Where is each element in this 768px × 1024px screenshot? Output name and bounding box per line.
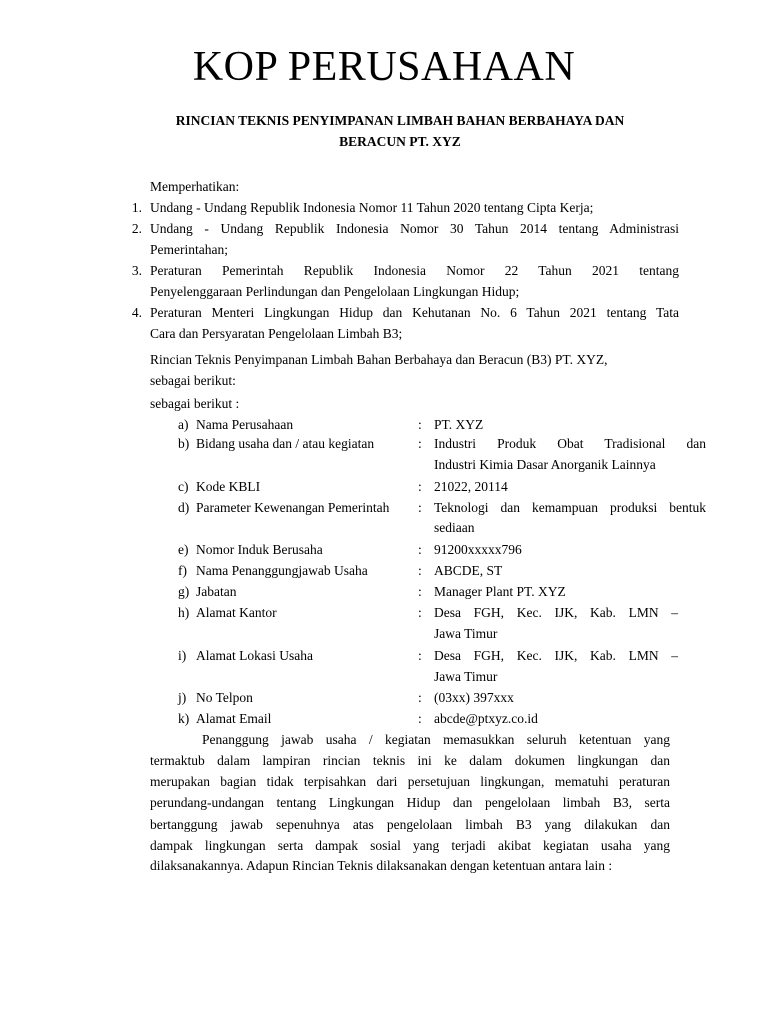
field-value: Manager Plant PT. XYZ — [434, 584, 566, 599]
regulation-number: 4. — [131, 305, 142, 320]
field-label: b) — [178, 436, 190, 451]
regulation-line: Cara dan Persyaratan Pengelolaan Limbah B3; — [150, 326, 403, 341]
field-label: f) — [178, 563, 187, 578]
field-value: PT. XYZ — [434, 417, 484, 432]
field-value: Desa FGH, Kec. IJK, Kab. LMN – — [434, 605, 678, 620]
closing-paragraph-line: dampak lingkungan serta dampak sosial yang terjadi akibat kegiatan usaha yang — [150, 838, 670, 853]
field-key: Nama Penanggungjawab Usaha — [196, 563, 368, 578]
field-colon: : — [418, 648, 422, 663]
field-colon: : — [418, 500, 422, 515]
regulation-number: 1. — [131, 200, 142, 215]
field-label: e) — [178, 542, 189, 557]
closing-paragraph-line: perundang-undangan tentang Lingkungan Hidup dan pengelolaan limbah B3, serta — [150, 795, 670, 810]
regulation-line: Pemerintahan; — [150, 242, 228, 257]
regulation-line: Peraturan Pemerintah Republik Indonesia Nomor 22 Tahun 2021 tentang — [150, 263, 679, 278]
field-value: Desa FGH, Kec. IJK, Kab. LMN – — [434, 648, 678, 663]
field-key: No Telpon — [196, 690, 253, 705]
field-colon: : — [418, 711, 422, 726]
regulation-number: 2. — [131, 221, 142, 236]
field-value: ABCDE, ST — [434, 563, 503, 578]
regulation-line: Undang - Undang Republik Indonesia Nomor 30 Tahun 2014 tentang Administrasi — [150, 221, 679, 236]
field-colon: : — [418, 584, 422, 599]
regulation-line: Peraturan Menteri Lingkungan Hidup dan Kehutanan No. 6 Tahun 2021 tentang Tata — [150, 305, 679, 320]
field-value: abcde@ptxyz.co.id — [434, 711, 538, 726]
field-label: a) — [178, 417, 189, 432]
field-colon: : — [418, 605, 422, 620]
field-colon: : — [418, 563, 422, 578]
document-title — [100, 110, 700, 152]
closing-paragraph-line: termaktub dalam lampiran rincian teknis ini ke dalam dokumen lingkungan dan — [150, 753, 670, 768]
closing-paragraph-line: bertanggung jawab sepenuhnya atas pengelolaan limbah B3 yang dilakukan dan — [150, 817, 670, 832]
field-key: Nomor Induk Berusaha — [196, 542, 323, 557]
regulation-number: 3. — [131, 263, 142, 278]
field-colon: : — [418, 542, 422, 557]
field-colon: : — [418, 479, 422, 494]
closing-paragraph-line: dilaksanakannya. Adapun Rincian Teknis dilaksanakan dengan ketentuan antara lain : — [150, 858, 613, 873]
rincian-line-1: Rincian Teknis Penyimpanan Limbah Bahan Berbahaya dan Beracun (B3) PT. XYZ, — [150, 352, 608, 367]
field-label: h) — [178, 605, 190, 620]
document-title-line-2: BERACUN PT. XYZ — [339, 134, 461, 149]
closing-paragraph-line: Penanggung jawab usaha / kegiatan memasukkan seluruh ketentuan yang — [202, 732, 670, 747]
letterhead-title: KOP PERUSAHAAN — [192, 44, 576, 90]
field-value: Teknologi dan kemampuan produksi bentuk — [434, 500, 706, 515]
field-value: 91200xxxxx796 — [434, 542, 522, 557]
sebagai-label: sebagai berikut : — [150, 396, 240, 411]
regulation-line: Penyelenggaraan Perlindungan dan Pengelolaan Lingkungan Hidup; — [150, 284, 520, 299]
field-key: Kode KBLI — [196, 479, 261, 494]
document-title-line-1: RINCIAN TEKNIS PENYIMPANAN LIMBAH BAHAN BERBAHAYA DAN — [175, 113, 625, 128]
intro-label: Memperhatikan: — [150, 179, 240, 194]
field-colon: : — [418, 690, 422, 705]
field-key: Alamat Kantor — [196, 605, 277, 620]
field-value: Jawa Timur — [434, 626, 498, 641]
field-colon: : — [418, 417, 422, 432]
field-key: Bidang usaha dan / atau kegiatan — [196, 436, 375, 451]
field-key: Alamat Email — [196, 711, 272, 726]
field-value: 21022, 20114 — [434, 479, 508, 494]
field-value: Jawa Timur — [434, 669, 498, 684]
field-value: (03xx) 397xxx — [434, 690, 514, 705]
rincian-line-2: sebagai berikut: — [150, 373, 236, 388]
regulation-line: Undang - Undang Republik Indonesia Nomor 11 Tahun 2020 tentang Cipta Kerja; — [150, 200, 594, 215]
field-key: Nama Perusahaan — [196, 417, 294, 432]
field-key: Parameter Kewenangan Pemerintah — [196, 500, 390, 515]
field-label: c) — [178, 479, 189, 494]
closing-paragraph-line: merupakan bagian tidak terpisahkan dari persetujuan lingkungan, mematuhi peraturan — [150, 774, 670, 789]
field-label: i) — [178, 648, 187, 663]
field-value: sediaan — [434, 520, 475, 535]
field-label: j) — [178, 690, 187, 705]
field-key: Jabatan — [196, 584, 237, 599]
field-colon: : — [418, 436, 422, 451]
field-value: Industri Produk Obat Tradisional dan — [434, 436, 706, 451]
field-label: g) — [178, 584, 190, 599]
field-value: Industri Kimia Dasar Anorganik Lainnya — [434, 457, 656, 472]
field-key: Alamat Lokasi Usaha — [196, 648, 313, 663]
field-label: k) — [178, 711, 190, 726]
field-label: d) — [178, 500, 190, 515]
